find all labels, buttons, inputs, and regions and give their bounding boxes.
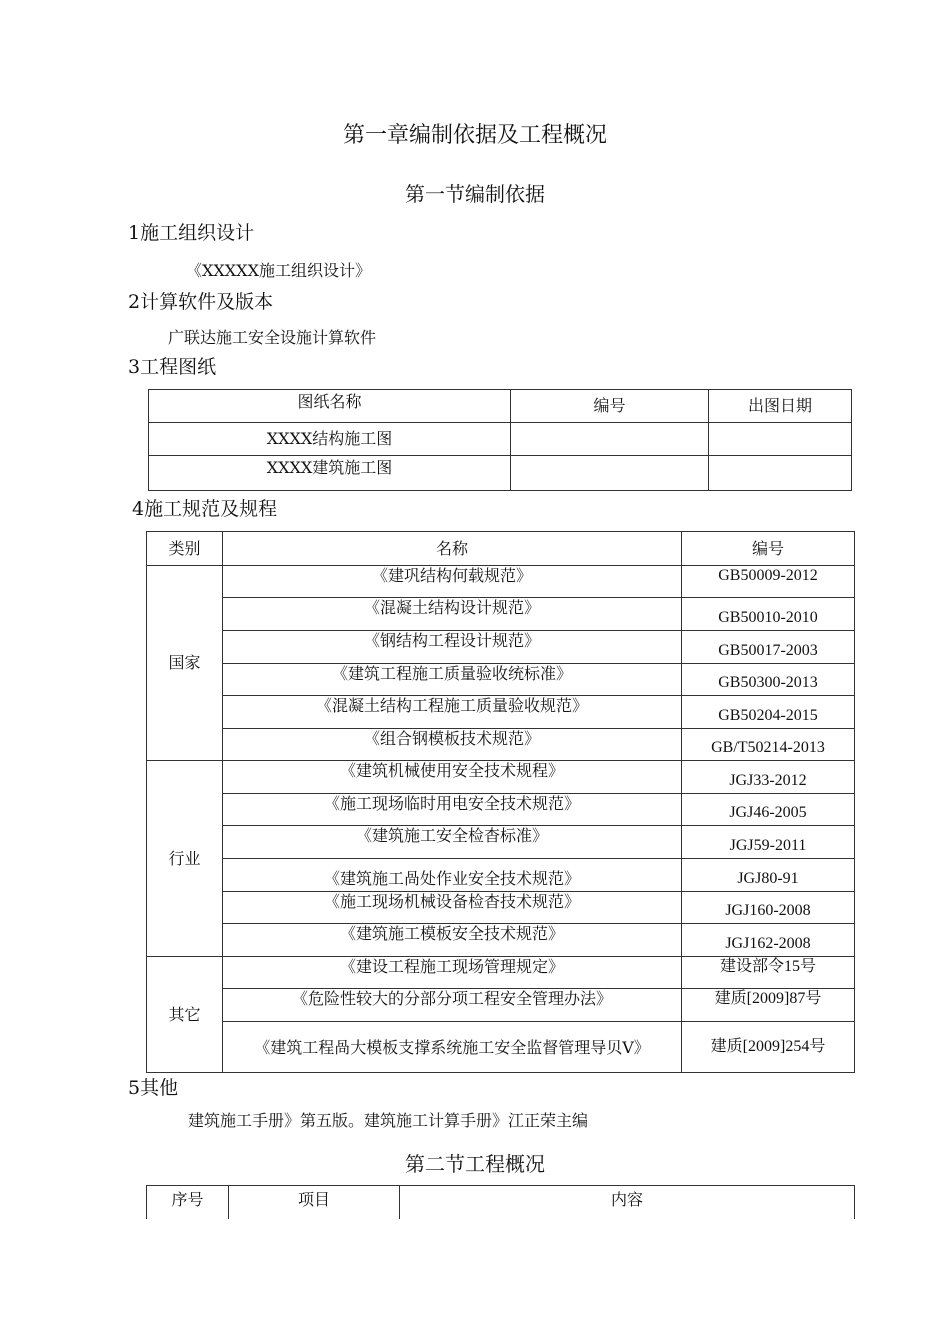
table-row	[147, 729, 855, 761]
standard-number-cell: GB50017-2003	[682, 631, 855, 664]
table-row	[147, 664, 855, 696]
standard-name-cell: 《危险性较大的分部分项工程安全管理办法》	[223, 989, 682, 1022]
standard-number-cell: 建质[2009]87号	[682, 989, 855, 1022]
table-row	[147, 826, 855, 859]
table-row	[147, 957, 855, 989]
standard-name-cell: 《建筑工程施工质量验收统标准》	[223, 664, 682, 696]
drawing-name-cell: XXXX建筑施工图	[149, 456, 511, 491]
standard-name-cell: 《建巩结构何载规范》	[223, 566, 682, 598]
table-row	[149, 456, 852, 491]
standard-name-cell: 《钢结构工程设计规范》	[223, 631, 682, 664]
standard-number-cell: JGJ59-2011	[682, 826, 855, 859]
standard-number-cell: JGJ46-2005	[682, 794, 855, 826]
standard-name-cell: 《建筑施工咼处作业安全技术规范》	[223, 859, 682, 892]
drawing-date-cell	[709, 456, 852, 491]
table-row	[147, 761, 855, 794]
standard-name-cell: 《建筑工程咼大模板支撑系统施工安全监督管理导贝V》	[223, 1022, 682, 1073]
table-row	[149, 423, 852, 456]
category-cell-national: 国家	[147, 566, 223, 761]
standard-name-cell: 《混凝土结构工程施工质量验收规范》	[223, 696, 682, 729]
header-drawing-name: 图纸名称	[149, 390, 511, 423]
standard-number-cell: 建质[2009]254号	[682, 1022, 855, 1073]
standard-name-cell: 《组合钢模板技术规范》	[223, 729, 682, 761]
drawing-number-cell	[511, 423, 709, 456]
heading-drawings: 3工程图纸	[128, 356, 217, 378]
standard-name-cell: 《混凝土结构设计规范》	[223, 598, 682, 631]
header-issue-date: 出图日期	[709, 390, 852, 423]
table-row	[147, 598, 855, 631]
standard-number-cell: 建设部令15号	[682, 957, 855, 989]
heading-other: 5其他	[128, 1077, 179, 1099]
header-category: 类别	[147, 532, 223, 566]
section-title-basis: 第一节编制依据	[405, 182, 545, 206]
table-row	[147, 924, 855, 957]
category-cell-industry: 行业	[147, 761, 223, 957]
standard-name-cell: 《建筑施工模板安全技术规范》	[223, 924, 682, 957]
heading-construction-design: 1施工组织设计	[128, 222, 255, 244]
header-standard-number: 编号	[682, 532, 855, 566]
overview-table	[146, 1185, 855, 1219]
table-row	[147, 794, 855, 826]
standard-name-cell: 《建筑机械使用安全技术规程》	[223, 761, 682, 794]
software-content: 广联达施工安全设施计算软件	[168, 328, 377, 347]
category-cell-other: 其它	[147, 957, 223, 1073]
header-serial: 序号	[147, 1186, 229, 1219]
header-item: 项目	[229, 1186, 400, 1219]
standard-number-cell: GB50300-2013	[682, 664, 855, 696]
standard-number-cell: JGJ160-2008	[682, 892, 855, 924]
standard-name-cell: 《建筑施工安全检杳标准》	[223, 826, 682, 859]
standard-number-cell: GB/T50214-2013	[682, 729, 855, 761]
drawing-name-cell: XXXX结构施工图	[149, 423, 511, 456]
section-title-overview: 第二节工程概况	[405, 1152, 545, 1176]
drawings-table	[148, 389, 852, 491]
header-standard-name: 名称	[223, 532, 682, 566]
standard-name-cell: 《建设工程施工现场管理规定》	[223, 957, 682, 989]
heading-standards: 4施工规范及规程	[132, 498, 278, 520]
drawing-date-cell	[709, 423, 852, 456]
table-row	[147, 696, 855, 729]
heading-software: 2计算软件及版本	[128, 291, 274, 313]
table-row	[147, 989, 855, 1022]
drawing-number-cell	[511, 456, 709, 491]
standard-number-cell: GB50009-2012	[682, 566, 855, 598]
other-content: 建筑施工手册》第五版。建筑施工计算手册》江正荣主编	[188, 1111, 589, 1130]
header-content: 内容	[400, 1186, 855, 1219]
table-row	[147, 859, 855, 892]
standard-number-cell: JGJ80-91	[682, 859, 855, 892]
standard-number-cell: GB50010-2010	[682, 598, 855, 631]
table-row	[147, 631, 855, 664]
table-row	[147, 1022, 855, 1073]
table-header-row	[147, 1186, 855, 1219]
chapter-title: 第一章编制依据及工程概况	[342, 123, 607, 148]
table-row	[147, 566, 855, 598]
standard-name-cell: 《施工现场临时用电安全技术规范》	[223, 794, 682, 826]
standard-number-cell: JGJ162-2008	[682, 924, 855, 957]
table-row	[147, 892, 855, 924]
standard-number-cell: GB50204-2015	[682, 696, 855, 729]
construction-design-content: 《XXXXX施工组织设计》	[186, 261, 371, 280]
table-header-row	[147, 532, 855, 566]
standard-name-cell: 《施工现场机械设备检杳技术规范》	[223, 892, 682, 924]
standards-table	[146, 531, 855, 1073]
header-number: 编号	[511, 390, 709, 423]
table-header-row	[149, 390, 852, 423]
standard-number-cell: JGJ33-2012	[682, 761, 855, 794]
